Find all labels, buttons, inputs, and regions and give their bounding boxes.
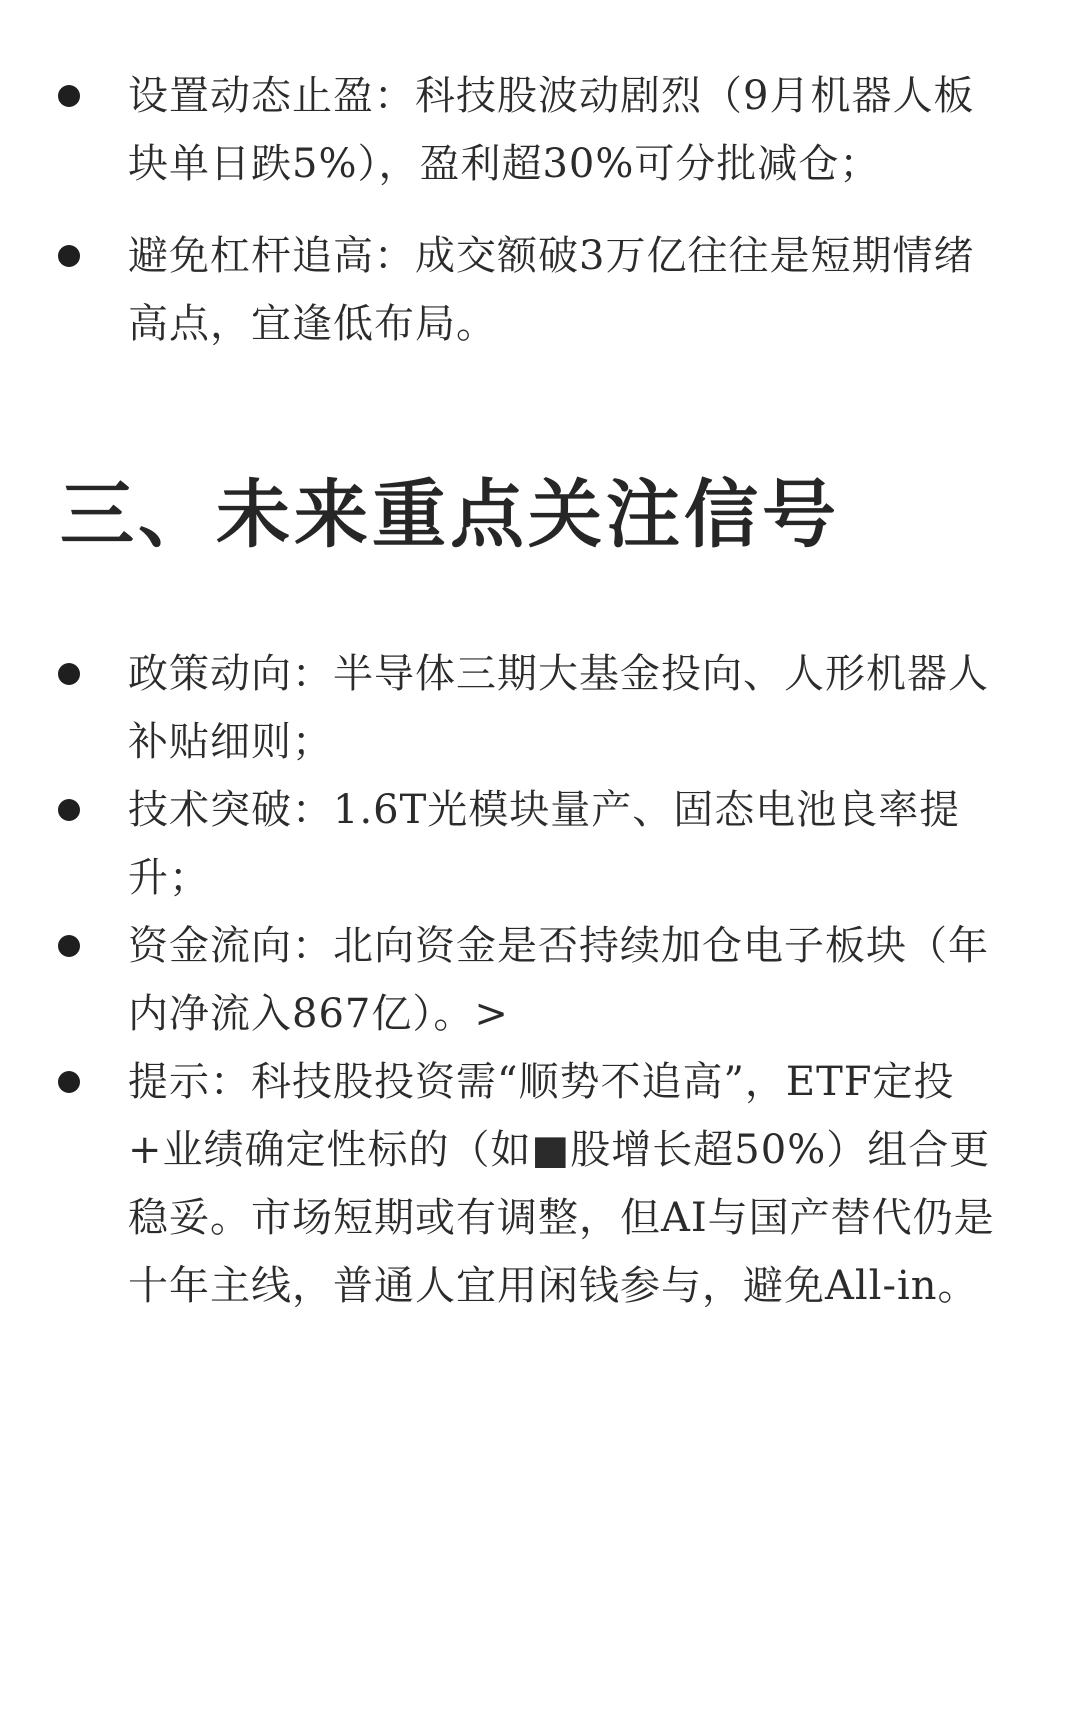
bullet-dot-icon xyxy=(58,245,80,267)
bullet-dot-icon xyxy=(58,799,80,821)
list-item xyxy=(0,1048,1080,1320)
list-item-text: 设置动态止盈：科技股波动剧烈（9月机器人板块单日跌5%），盈利超30%可分批减仓； xyxy=(128,73,975,187)
bullet-dot-icon xyxy=(58,935,80,957)
bullet-dot-icon xyxy=(58,85,80,107)
list-item xyxy=(0,222,1080,358)
list-item-text: 政策动向：半导体三期大基金投向、人形机器人补贴细则； xyxy=(128,651,989,765)
bullet-dot-icon xyxy=(58,1071,80,1093)
list-item-text: 技术突破：1.6T光模块量产、固态电池良率提升； xyxy=(128,787,961,901)
list-item xyxy=(0,776,1080,912)
bullet-dot-icon xyxy=(58,663,80,685)
section-heading: 三、未来重点关注信号 xyxy=(60,472,840,558)
list-item xyxy=(0,912,1080,1048)
list-item xyxy=(0,640,1080,776)
list-item xyxy=(0,62,1080,198)
list-item-text: 避免杠杆追高：成交额破3万亿往往是短期情绪高点，宜逢低布局。 xyxy=(128,233,975,347)
bullet-list-risk-tips xyxy=(0,62,1080,358)
list-item-text: 资金流向：北向资金是否持续加仓电子板块（年内净流入867亿）。> xyxy=(128,923,989,1037)
bullet-list-signals xyxy=(0,640,1080,1320)
list-item-text: 提示：科技股投资需“顺势不追高”，ETF定投+业绩确定性标的（如■股增长超50%）组合更稳妥。市场短期或有调整，但AI与国产替代仍是十年主线，普通人宜用闲钱参与，避免All-in。 xyxy=(128,1059,995,1309)
